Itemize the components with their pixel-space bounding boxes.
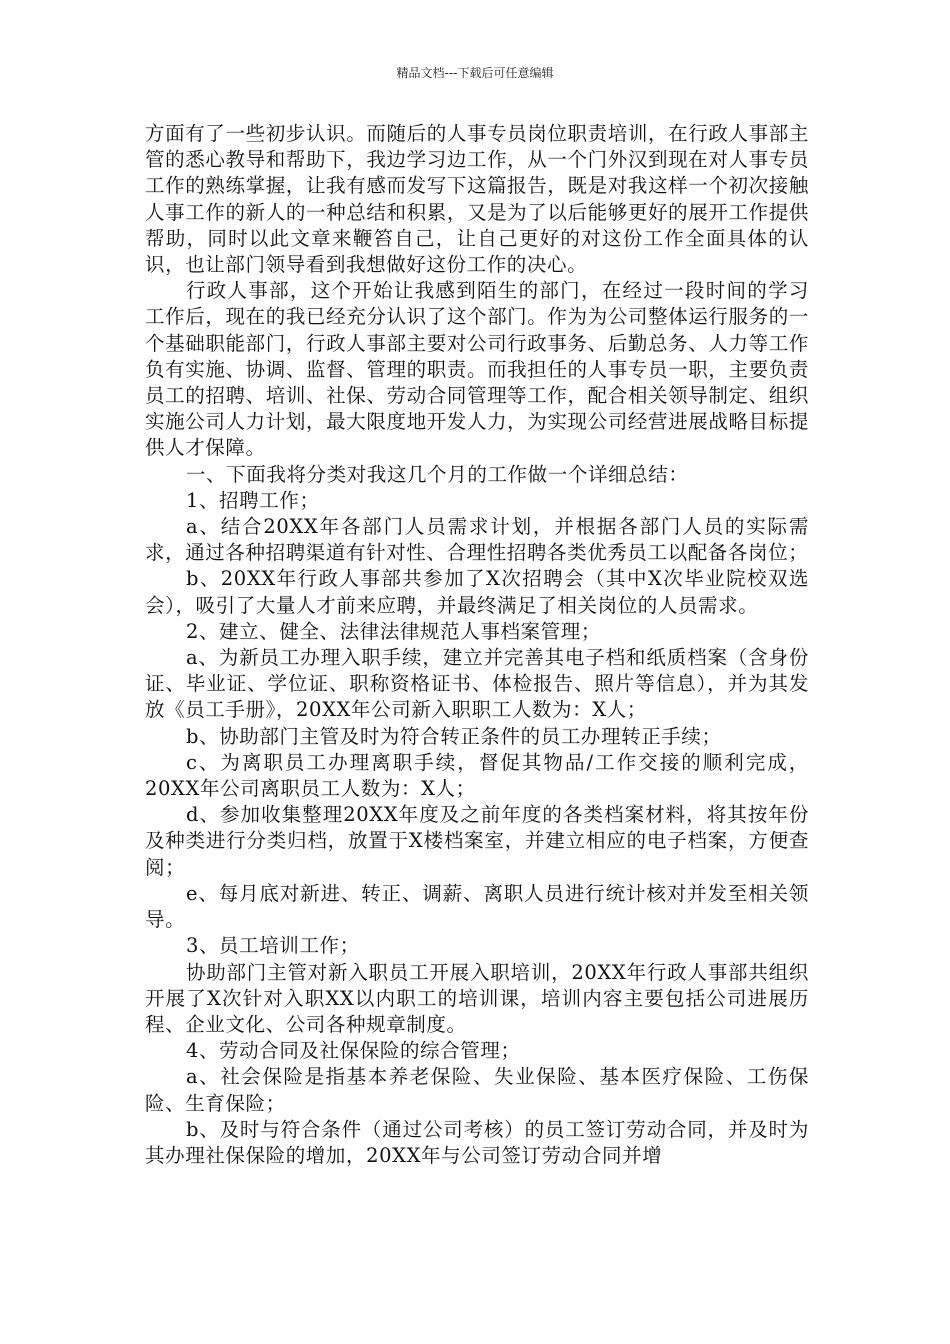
paragraph: 方面有了一些初步认识。而随后的人事专员岗位职责培训，在行政人事部主管的悉心教导和帮助下，我边学习边工作，从一个门外汉到现在对人事专员工作的熟练掌握，让我有感而发写下这篇报告，既是对我这样一个初次接触人事工作的新人的一种总结和积累，又是为了以后能够更好的展开工作提供帮助，同时以此文章来鞭笞自己，让自己更好的对这份工作全面具体的认识，也让部门领导看到我想做好这份工作的决心。 [145, 122, 809, 277]
subsection-heading: 4、劳动合同及社保保险的综合管理； [185, 1039, 521, 1063]
paragraph: 行政人事部，这个开始让我感到陌生的部门，在经过一段时间的学习工作后，现在的我已经充分认识了这个部门。作为为公司整体运行服务的一个基础职能部门，行政人事部主要对公司行政事务、后勤总务、人力等工作负有实施、协调、监督、管理的职责。而我担任的人事专员一职，主要负责员工的招聘、培训、社保、劳动合同管理等工作，配合相关领导制定、组织实施公司人力计划，最大限度地开发人力，为实现公司经营进展战略目标提供人才保障。 [145, 279, 809, 460]
list-item: c、为离职员工办理离职手续，督促其物品/工作交接的顺利完成，20XX年公司离职员工人数为：X人； [145, 750, 809, 801]
list-item: b、协助部门主管及时为符合转正条件的员工办理转正手续； [185, 724, 722, 748]
list-item: b、及时与符合条件（通过公司考核）的员工签订劳动合同，并及时为其办理社保保险的增加，20XX年与公司签订劳动合同并增 [145, 1117, 809, 1167]
list-item: a、社会保险是指基本养老保险、失业保险、基本医疗保险、工伤保险、生育保险； [145, 1065, 809, 1115]
list-item: a、为新员工办理入职手续，建立并完善其电子档和纸质档案（含身份证、毕业证、学位证、职称资格证书、体检报告、照片等信息），并为其发放《员工手册》，20XX年公司新入职职工人数为：X人； [145, 646, 809, 722]
paragraph: 协助部门主管对新入职员工开展入职培训，20XX年行政人事部共组织开展了X次针对入职XX以内职工的培训课，培训内容主要包括公司进展历程、企业文化、公司各种规章制度。 [145, 960, 809, 1036]
subsection-heading: 2、建立、健全、法律法律规范人事档案管理； [185, 619, 601, 643]
list-item: a、结合20XX年各部门人员需求计划，并根据各部门人员的实际需求，通过各种招聘渠道有针对性、合理性招聘各类优秀员工以配备各岗位； [145, 515, 809, 565]
list-item: e、每月底对新进、转正、调薪、离职人员进行统计核对并发至相关领导。 [145, 881, 809, 932]
subsection-heading: 1、招聘工作； [185, 488, 320, 512]
section-heading: 一、下面我将分类对我这几个月的工作做一个详细总结： [185, 462, 689, 486]
list-item: d、参加收集整理20XX年度及之前年度的各类档案材料，将其按年份及种类进行分类归档，放置于X楼档案室，并建立相应的电子档案，方便查阅； [145, 803, 809, 879]
subsection-heading: 3、员工培训工作； [185, 934, 360, 958]
list-item: b、20XX年行政人事部共参加了X次招聘会（其中X次毕业院校双选会），吸引了大量人才前来应聘，并最终满足了相关岗位的人员需求。 [145, 567, 809, 617]
document-body [145, 121, 809, 1169]
page-header: 精品文档---下载后可任意编辑 [396, 66, 554, 80]
